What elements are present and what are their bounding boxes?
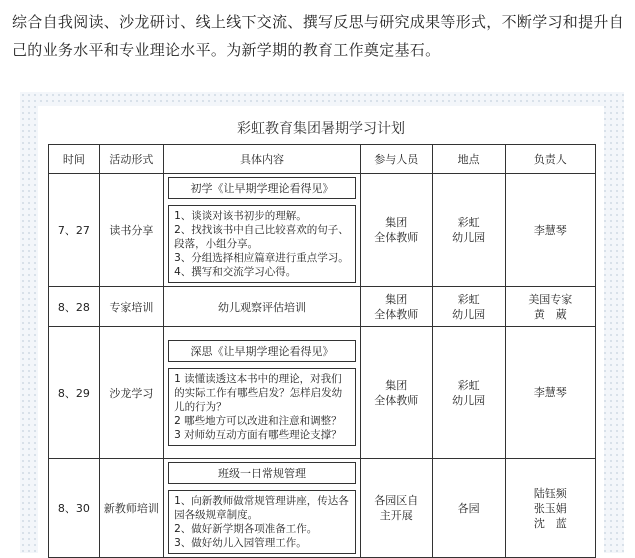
plan-sheet xyxy=(38,106,604,553)
header-content: 具体内容 xyxy=(164,145,361,174)
step-item: 1 读懂读透这本书中的理论，对我们的实际工作有哪些启发？怎样启发幼儿的行为？ xyxy=(174,372,343,413)
people-line: 集团 xyxy=(385,292,408,306)
step-item: 2、做好新学期各项准备工作。 xyxy=(174,523,318,535)
place-line: 幼儿园 xyxy=(452,307,486,321)
cell-form: 读书分享 xyxy=(99,174,163,287)
cell-time: 7、27 xyxy=(49,174,100,287)
lead-line: 陆钰频 xyxy=(533,486,567,500)
place-line: 幼儿园 xyxy=(452,231,486,244)
step-item: 3 对师幼互动方面有哪些理论支撑？ xyxy=(174,428,342,441)
place-line: 彩虹 xyxy=(457,378,480,392)
table-row xyxy=(49,174,596,287)
people-line: 全体教师 xyxy=(374,307,419,321)
cell-time: 8、29 xyxy=(49,327,100,459)
cell-people xyxy=(360,287,432,327)
people-line: 集团 xyxy=(385,216,408,229)
cell-people xyxy=(360,459,432,558)
table-row xyxy=(49,287,596,327)
content-topic: 初学《让早期学理论看得见》 xyxy=(168,177,356,199)
step-item: 2、找找该书中自己比较喜欢的句子、段落，小组分享。 xyxy=(174,224,349,250)
step-item: 3、分组选择相应篇章进行重点学习。 xyxy=(174,252,349,264)
cell-lead xyxy=(505,287,595,327)
cell-lead xyxy=(505,459,595,558)
header-time: 时间 xyxy=(49,145,100,174)
people-line: 全体教师 xyxy=(374,231,419,244)
cell-content xyxy=(164,174,361,287)
cell-lead xyxy=(505,174,595,287)
place-line: 彩虹 xyxy=(457,292,480,306)
cell-lead xyxy=(505,327,595,459)
cell-people xyxy=(360,327,432,459)
lead-line: 沈 蓝 xyxy=(533,516,567,530)
step-item: 3、做好幼儿入园管理工作。 xyxy=(174,537,307,549)
table-row xyxy=(49,327,596,459)
table-header-row xyxy=(49,145,596,174)
header-lead: 负责人 xyxy=(505,145,595,174)
place-line: 各园 xyxy=(457,501,480,515)
lead-line: 李慧琴 xyxy=(533,223,567,237)
cell-place xyxy=(432,174,505,287)
cell-time: 8、28 xyxy=(49,287,100,327)
lead-line: 李慧琴 xyxy=(533,386,567,399)
header-people: 参与人员 xyxy=(360,145,432,174)
people-line: 集团 xyxy=(385,378,408,392)
cell-time: 8、30 xyxy=(49,459,100,558)
lead-line: 张玉娟 xyxy=(533,501,567,515)
header-place: 地点 xyxy=(432,145,505,174)
cell-place xyxy=(432,287,505,327)
step-item: 2 哪些地方可以改进和注意和调整？ xyxy=(174,414,342,427)
table-row xyxy=(49,459,596,558)
content-steps xyxy=(168,368,356,446)
people-line: 主开展 xyxy=(379,509,413,522)
place-line: 幼儿园 xyxy=(452,393,486,407)
lead-line: 美国专家 xyxy=(528,292,573,306)
cell-place xyxy=(432,327,505,459)
step-item: 1、向新教师做常规管理讲座，传达各园各级规章制度。 xyxy=(174,495,349,521)
plan-title: 彩虹教育集团暑期学习计划 xyxy=(237,121,405,137)
content-steps xyxy=(168,490,356,554)
content-topic: 深思《让早期学理论看得见》 xyxy=(168,340,356,362)
step-item: 1、谈谈对该书初步的理解。 xyxy=(174,210,307,222)
cell-place xyxy=(432,459,505,558)
intro-paragraph: 综合自我阅读、沙龙研讨、线上线下交流、撰写反思与研究成果等形式，不断学习和提升自己的业务水平和专业理论水平。为新学期的教育工作奠定基石。 xyxy=(12,13,625,59)
content-topic: 幼儿观察评估培训 xyxy=(217,300,306,314)
plan-table xyxy=(48,144,596,558)
people-line: 全体教师 xyxy=(374,393,419,407)
people-line: 各园区自 xyxy=(374,494,419,507)
lead-line: 黄 葳 xyxy=(533,307,567,321)
cell-content xyxy=(164,327,361,459)
content-steps xyxy=(168,205,356,283)
cell-form: 专家培训 xyxy=(99,287,163,327)
header-form: 活动形式 xyxy=(99,145,163,174)
step-item: 4、撰写和交流学习心得。 xyxy=(174,266,297,278)
content-topic: 班级一日常规管理 xyxy=(168,462,356,484)
cell-form: 新教师培训 xyxy=(99,459,163,558)
document-frame xyxy=(20,92,624,553)
cell-content xyxy=(164,459,361,558)
place-line: 彩虹 xyxy=(457,216,480,229)
cell-content xyxy=(164,287,361,327)
cell-people xyxy=(360,174,432,287)
cell-form: 沙龙学习 xyxy=(99,327,163,459)
